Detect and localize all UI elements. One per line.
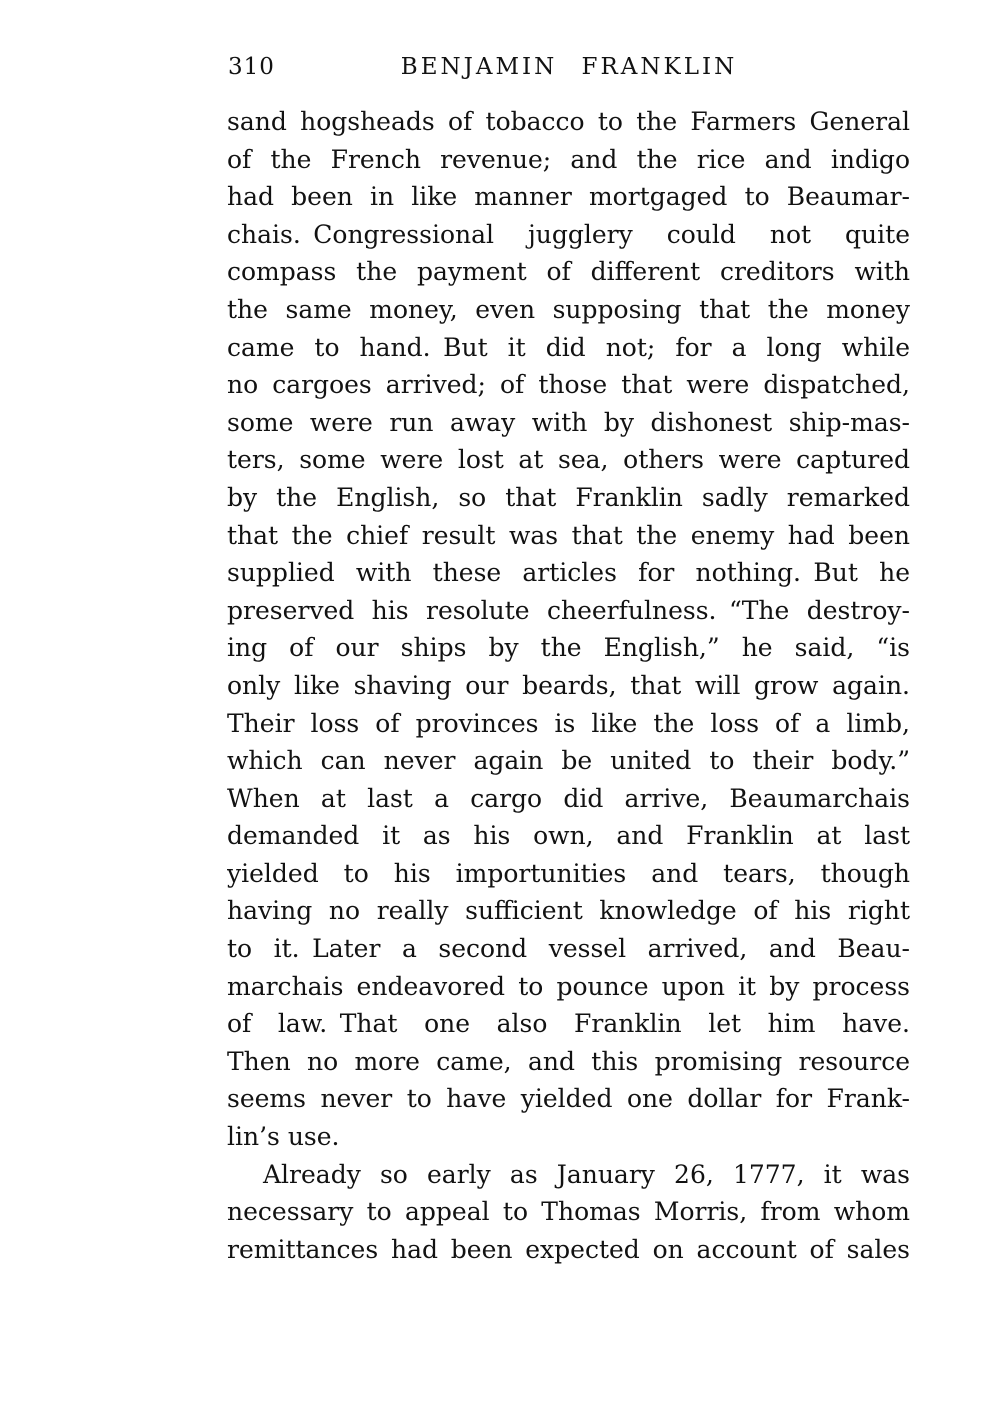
- text-line: Then no more came, and this promising resource: [227, 1046, 910, 1076]
- text-line: of law. That one also Franklin let him have.: [227, 1009, 910, 1039]
- text-line: When at last a cargo did arrive, Beaumarchais: [227, 783, 910, 813]
- text-line: yielded to his importunities and tears, though: [227, 858, 910, 888]
- text-line: came to hand. But it did not; for a long while: [227, 332, 910, 362]
- text-line: only like shaving our beards, that will grow again.: [227, 670, 910, 700]
- text-line: some were run away with by dishonest ship-mas-: [227, 407, 910, 437]
- text-line: marchais endeavored to pounce upon it by process: [227, 971, 910, 1001]
- text-line: necessary to appeal to Thomas Morris, from whom: [227, 1197, 910, 1227]
- running-header: BENJAMIN FRANKLIN: [400, 54, 738, 80]
- text-line: remittances had been expected on account of sales: [227, 1234, 910, 1264]
- text-line: that the chief result was that the enemy had been: [227, 520, 910, 550]
- text-line: chais. Congressional jugglery could not quite: [227, 219, 910, 249]
- text-line: Already so early as January 26, 1777, it was: [263, 1159, 910, 1189]
- body-text: [227, 103, 910, 1268]
- page-header: [228, 54, 910, 86]
- text-line: compass the payment of different creditors with: [227, 257, 910, 287]
- text-line: preserved his resolute cheerfulness. “The destroy-: [227, 595, 910, 625]
- page-number: 310: [228, 54, 275, 80]
- text-line: sand hogsheads of tobacco to the Farmers General: [227, 107, 910, 136]
- text-line: seems never to have yielded one dollar for Frank-: [227, 1084, 910, 1114]
- text-line: having no really sufficient knowledge of his right: [227, 896, 910, 926]
- text-line: demanded it as his own, and Franklin at last: [227, 821, 910, 851]
- text-line: had been in like manner mortgaged to Beaumar-: [227, 182, 910, 212]
- text-line: no cargoes arrived; of those that were dispatched,: [227, 370, 910, 400]
- text-line: by the English, so that Franklin sadly remarked: [227, 482, 910, 512]
- text-line: ters, some were lost at sea, others were captured: [227, 445, 910, 475]
- text-line: supplied with these articles for nothing. But he: [227, 558, 910, 588]
- text-line: the same money, even supposing that the money: [227, 294, 910, 324]
- text-line: lin’s use.: [227, 1122, 340, 1152]
- text-line: to it. Later a second vessel arrived, and Beau-: [227, 934, 910, 964]
- text-line: Their loss of provinces is like the loss of a limb,: [227, 708, 910, 738]
- text-line: ing of our ships by the English,” he said, “is: [227, 633, 910, 663]
- text-line: of the French revenue; and the rice and indigo: [227, 144, 910, 174]
- text-line: which can never again be united to their body.”: [227, 746, 910, 776]
